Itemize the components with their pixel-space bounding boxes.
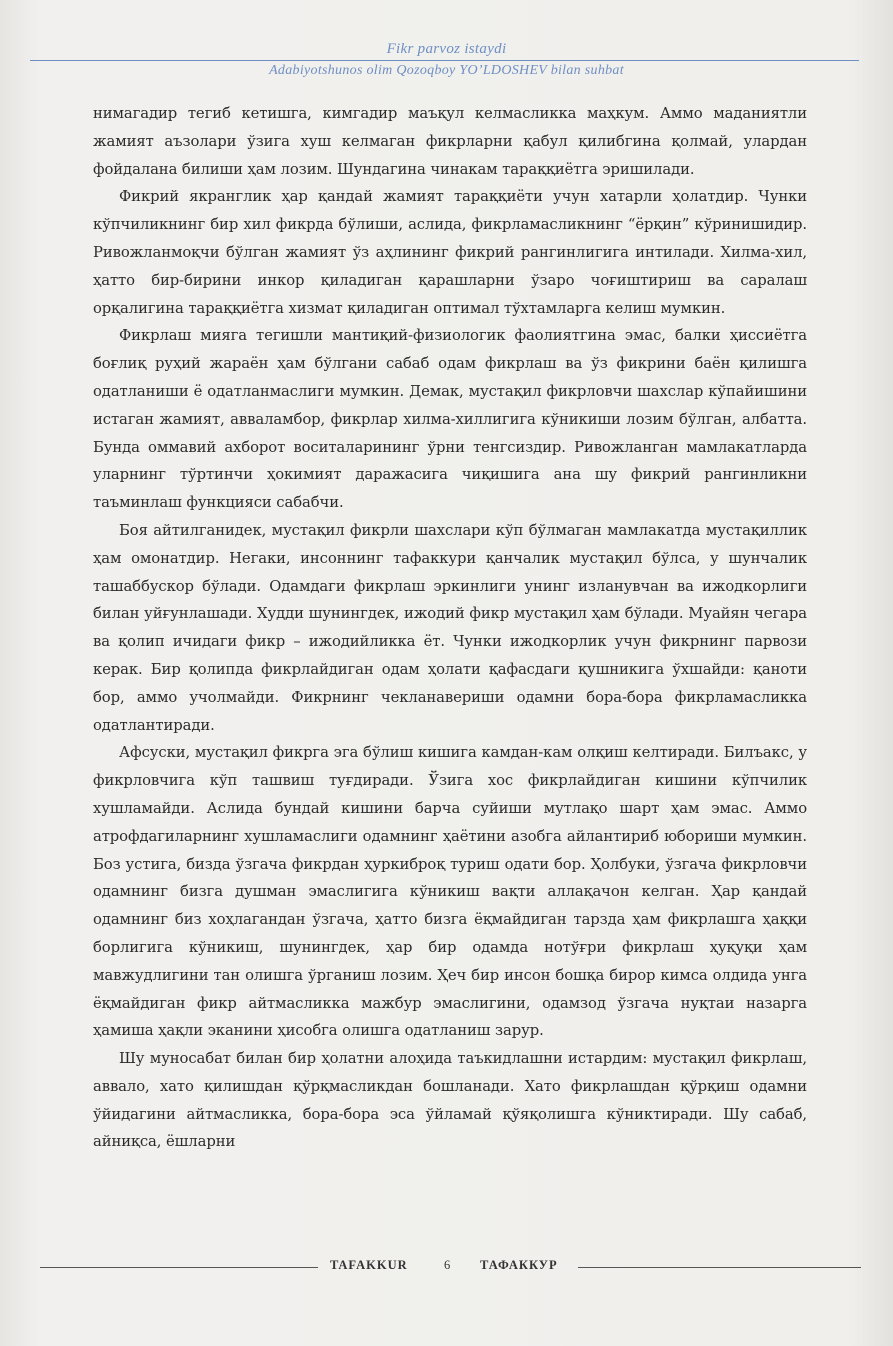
paragraph-5: Афсуски, мустақил фикрга эга бўлиш кишига камдан-кам олқиш келтиради. Билъакс, у фикрловчига кўп ташвиш туғдиради. Ўзига хос фикрлайдиган кишини кўпчилик хушламайди. Аслида бундай кишини барча суйиши мутлақо шарт ҳам эмас. Аммо атрофдагиларнинг хушламаслиги одамнинг ҳаётини азобга айлантириб юбориши мумкин. Боз устига, бизда ўзгача фикрдан ҳуркиброқ туриш одати бор. Ҳолбуки, ўзгача фикрловчи одамнинг бизга душман эмаслигига кўникиш вақти аллақачон келган. Ҳар қандай одамнинг биз хоҳлагандан ўзгача, ҳатто бизга ёқмайдиган тарзда ҳам фикрлашга ҳаққи борлигига кўникиш, шунингдек, ҳар бир одамда нотўғри фикрлаш ҳуқуқи ҳам мавжудлигини тан олишга ўрганиш лозим. Ҳеч бир инсон бошқа бирор кимса олдида унга ёқмайдиган фикр айтмасликка мажбур эмаслигини, одамзод ўзгача нуқтаи назарга ҳамиша ҳақли эканини ҳисобга олишга одатланиш зарур. [93, 744, 807, 1040]
article-body [93, 100, 807, 1156]
running-header [0, 40, 893, 80]
paragraph-4: Боя айтилганидек, мустақил фикрли шахслари кўп бўлмаган мамлакатда мустақиллик ҳам омонатдир. Негаки, инсоннинг тафаккури қанчалик мустақил бўлса, у шунчалик ташаббускор бўлади. Одамдаги фикрлаш эркинлиги унинг изланувчан ва ижодкорлиги билан уйғунлашади. Худди шунингдек, ижодий фикр мустақил ҳам бўлади. Муайян чегара ва қолип ичидаги фикр – ижодийликка ёт. Чунки ижодкорлик учун фикрнинг парвози керак. Бир қолипда фикрлайдиган одам ҳолати қафасдаги қушникига ўхшайди: қаноти бор, аммо учолмайди. Фикрнинг чекланавериши одамни бора-бора фикрламасликка одатлантиради. [93, 521, 807, 734]
header-title: Fikr parvoz istaydi [386, 41, 507, 57]
header-rule [30, 60, 859, 61]
footer-label-cyrillic: ТАФАККУР [480, 1258, 558, 1272]
footer-label-latin: TAFAKKUR [330, 1258, 408, 1272]
paragraph-3: Фикрлаш мияга тегишли мантиқий-физиологик фаолиятгина эмас, балки ҳиссиётга боғлиқ руҳий жараён ҳам бўлгани сабаб одам фикрлаш ва ўз фикрини баён қилишга одатланиши ё одатланмаслиги мумкин. Демак, мустақил фикрловчи шахслар кўпайишини истаган жамият, авваламбор, фикрлар хилма-хиллигига кўникиши лозим бўлган, албатта. Бунда оммавий ахборот воситаларининг ўрни тенгсиздир. Ривожланган мамлакатларда уларнинг тўртинчи ҳокимият даражасига чиқишига ана шу фикрий рангинликни таъминлаш функцияси сабабчи. [93, 327, 807, 512]
page-number: 6 [444, 1258, 452, 1272]
footer-rule-right [578, 1267, 861, 1268]
footer-rule-left [40, 1267, 318, 1268]
running-footer [0, 1256, 893, 1278]
paragraph-6: Шу муносабат билан бир ҳолатни алоҳида таъкидлашни истардим: мустақил фикрлаш, аввало, хато қилишдан қўрқмасликдан бошланади. Хато фикрлашдан қўрқиш одамни ўйидагини айтмасликка, бора-бора эса ўйламай қўяқолишга кўниктиради. Шу сабаб, айниқса, ёшларни [93, 1050, 807, 1151]
paragraph-2: Фикрий якранглик ҳар қандай жамият тараққиёти учун хатарли ҳолатдир. Чунки кўпчиликнинг бир хил фикрда бўлиши, аслида, фикрламасликнинг “ёрқин” кўринишидир. Ривожланмоқчи бўлган жамият ўз аҳлининг фикрий рангинлигига интилади. Хилма-хил, ҳатто бир-бирини инкор қиладиган қарашларни ўзаро чоғиштириш ва саралаш орқалигина тараққиётга хизмат қиладиган оптимал тўхтамларга келиш мумкин. [93, 188, 807, 317]
header-subtitle: Adabiyotshunos olim Qozoqboy YO’LDOSHEV bilan suhbat [269, 63, 624, 78]
paragraph-1: нимагадир тегиб кетишга, кимгадир маъқул келмасликка маҳкум. Аммо маданиятли жамият аъзолари ўзига хуш келмаган фикрларни қабул қилибгина қолмай, улардан фойдалана билиши ҳам лозим. Шундагина чинакам тараққиётга эришилади. [93, 105, 807, 178]
